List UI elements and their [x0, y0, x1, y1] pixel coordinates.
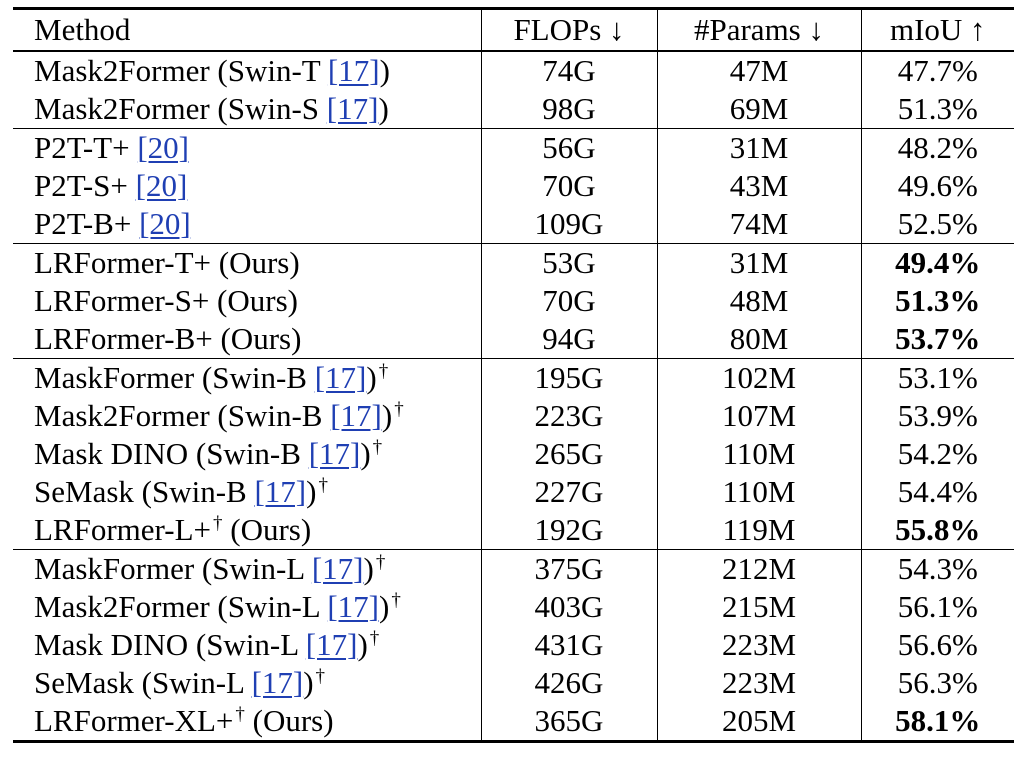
method-name: P2T-T+ — [34, 130, 138, 165]
table-row — [13, 473, 1014, 511]
citation-link[interactable]: [17] — [251, 665, 304, 700]
citation-link[interactable]: [17] — [327, 589, 379, 624]
method-name: LRFormer-B+ (Ours) — [34, 321, 302, 356]
miou-cell: 56.1% — [861, 588, 1014, 626]
flops-cell: 53G — [481, 244, 657, 283]
method-name: Mask2Former (Swin-L — [34, 589, 328, 624]
miou-cell: 48.2% — [861, 129, 1014, 168]
params-cell: 31M — [657, 244, 861, 283]
table-row — [13, 90, 1014, 129]
flops-cell: 195G — [481, 359, 657, 398]
citation-link[interactable]: [20] — [139, 206, 191, 241]
dagger-mark: † — [369, 628, 380, 649]
method-cell — [13, 129, 481, 168]
method-cell — [13, 282, 481, 320]
table-row — [13, 664, 1014, 702]
method-name: LRFormer-XL+ — [34, 703, 234, 738]
table-row — [13, 702, 1014, 742]
method-cell — [13, 244, 481, 283]
citation-link[interactable]: [17] — [327, 53, 380, 88]
method-name: SeMask (Swin-B — [34, 474, 255, 509]
miou-cell: 54.2% — [861, 435, 1014, 473]
table-row — [13, 129, 1014, 168]
method-suffix: ) — [303, 665, 314, 700]
miou-cell: 51.3% — [861, 90, 1014, 129]
flops-cell: 94G — [481, 320, 657, 359]
dagger-mark: † — [235, 704, 245, 725]
method-suffix: ) — [379, 53, 390, 88]
params-cell: 74M — [657, 205, 861, 244]
citation-link[interactable]: [17] — [254, 474, 307, 509]
method-name: Mask2Former (Swin-S — [34, 91, 327, 126]
flops-cell: 375G — [481, 550, 657, 589]
params-cell: 110M — [657, 473, 861, 511]
method-suffix: ) — [378, 589, 390, 624]
method-name: Mask DINO (Swin-L — [34, 627, 306, 662]
miou-cell: 56.3% — [861, 664, 1014, 702]
method-name: MaskFormer (Swin-B — [34, 360, 315, 395]
header-flops: FLOPs ↓ — [481, 9, 657, 52]
table-row — [13, 435, 1014, 473]
method-cell — [13, 359, 481, 398]
method-cell — [13, 664, 481, 702]
results-table — [13, 7, 1014, 743]
params-cell: 212M — [657, 550, 861, 589]
method-cell — [13, 90, 481, 129]
miou-cell: 53.1% — [861, 359, 1014, 398]
citation-link[interactable]: [20] — [135, 168, 188, 203]
table-header — [13, 9, 1014, 52]
params-cell: 102M — [657, 359, 861, 398]
params-cell: 31M — [657, 129, 861, 168]
miou-cell: 47.7% — [861, 51, 1014, 90]
method-cell — [13, 320, 481, 359]
method-cell — [13, 702, 481, 742]
table-row — [13, 397, 1014, 435]
citation-link[interactable]: [20] — [137, 130, 189, 165]
flops-cell: 70G — [481, 167, 657, 205]
method-name: LRFormer-L+ — [34, 512, 211, 547]
citation-link[interactable]: [17] — [314, 360, 367, 395]
miou-cell: 52.5% — [861, 205, 1014, 244]
params-cell: 43M — [657, 167, 861, 205]
citation-link[interactable]: [17] — [308, 436, 361, 471]
flops-cell: 56G — [481, 129, 657, 168]
method-cell — [13, 435, 481, 473]
method-cell — [13, 205, 481, 244]
table-row — [13, 359, 1014, 398]
citation-link[interactable]: [17] — [326, 91, 379, 126]
params-cell: 69M — [657, 90, 861, 129]
table-row — [13, 205, 1014, 244]
method-cell — [13, 588, 481, 626]
citation-link[interactable]: [17] — [330, 398, 382, 433]
method-suffix: ) — [306, 474, 317, 509]
header-params: #Params ↓ — [657, 9, 861, 52]
method-name: P2T-S+ — [34, 168, 136, 203]
dagger-mark: † — [318, 475, 328, 496]
results-table-container — [13, 7, 1014, 743]
miou-cell: 53.9% — [861, 397, 1014, 435]
flops-cell: 192G — [481, 511, 657, 550]
method-suffix: (Ours) — [222, 512, 312, 547]
method-suffix: ) — [366, 360, 377, 395]
flops-cell: 98G — [481, 90, 657, 129]
method-cell — [13, 167, 481, 205]
flops-cell: 223G — [481, 397, 657, 435]
method-suffix: ) — [381, 398, 393, 433]
method-cell — [13, 51, 481, 90]
method-name: MaskFormer (Swin-L — [34, 551, 312, 586]
params-cell: 47M — [657, 51, 861, 90]
method-name: Mask DINO (Swin-B — [34, 436, 309, 471]
method-suffix: ) — [378, 91, 389, 126]
flops-cell: 431G — [481, 626, 657, 664]
dagger-mark: † — [391, 590, 401, 611]
table-row — [13, 244, 1014, 283]
method-name: Mask2Former (Swin-B — [34, 398, 331, 433]
citation-link[interactable]: [17] — [311, 551, 364, 586]
dagger-mark: † — [315, 666, 326, 687]
params-cell: 48M — [657, 282, 861, 320]
dagger-mark: † — [378, 361, 389, 382]
params-cell: 107M — [657, 397, 861, 435]
method-suffix: ) — [360, 436, 371, 471]
miou-cell: 49.6% — [861, 167, 1014, 205]
table-row — [13, 167, 1014, 205]
flops-cell: 109G — [481, 205, 657, 244]
flops-cell: 265G — [481, 435, 657, 473]
params-cell: 223M — [657, 664, 861, 702]
params-cell: 110M — [657, 435, 861, 473]
table-row — [13, 626, 1014, 664]
flops-cell: 74G — [481, 51, 657, 90]
citation-link[interactable]: [17] — [305, 627, 358, 662]
table-body — [13, 51, 1014, 742]
miou-cell: 58.1% — [861, 702, 1014, 742]
params-cell: 119M — [657, 511, 861, 550]
params-cell: 223M — [657, 626, 861, 664]
method-cell — [13, 550, 481, 589]
method-suffix: ) — [363, 551, 374, 586]
miou-cell: 55.8% — [861, 511, 1014, 550]
method-suffix: ) — [357, 627, 368, 662]
miou-cell: 53.7% — [861, 320, 1014, 359]
params-cell: 205M — [657, 702, 861, 742]
method-name: Mask2Former (Swin-T — [34, 53, 328, 88]
table-row — [13, 320, 1014, 359]
flops-cell: 227G — [481, 473, 657, 511]
table-row — [13, 282, 1014, 320]
dagger-mark: † — [394, 399, 404, 420]
miou-cell: 54.3% — [861, 550, 1014, 589]
table-row — [13, 550, 1014, 589]
miou-cell: 54.4% — [861, 473, 1014, 511]
flops-cell: 426G — [481, 664, 657, 702]
flops-cell: 403G — [481, 588, 657, 626]
method-name: SeMask (Swin-L — [34, 665, 252, 700]
table-row — [13, 588, 1014, 626]
params-cell: 215M — [657, 588, 861, 626]
method-cell — [13, 473, 481, 511]
table-row — [13, 511, 1014, 550]
header-row — [13, 9, 1014, 52]
method-name: P2T-B+ — [34, 206, 140, 241]
dagger-mark: † — [213, 513, 223, 534]
header-miou: mIoU ↑ — [861, 9, 1014, 52]
params-cell: 80M — [657, 320, 861, 359]
method-name: LRFormer-T+ (Ours) — [34, 245, 300, 280]
method-name: LRFormer-S+ (Ours) — [34, 283, 298, 318]
flops-cell: 70G — [481, 282, 657, 320]
flops-cell: 365G — [481, 702, 657, 742]
miou-cell: 56.6% — [861, 626, 1014, 664]
header-method: Method — [13, 9, 481, 52]
miou-cell: 49.4% — [861, 244, 1014, 283]
dagger-mark: † — [372, 437, 383, 458]
table-row — [13, 51, 1014, 90]
miou-cell: 51.3% — [861, 282, 1014, 320]
method-cell — [13, 626, 481, 664]
method-suffix: (Ours) — [244, 703, 334, 738]
method-cell — [13, 397, 481, 435]
method-cell — [13, 511, 481, 550]
dagger-mark: † — [375, 552, 386, 573]
